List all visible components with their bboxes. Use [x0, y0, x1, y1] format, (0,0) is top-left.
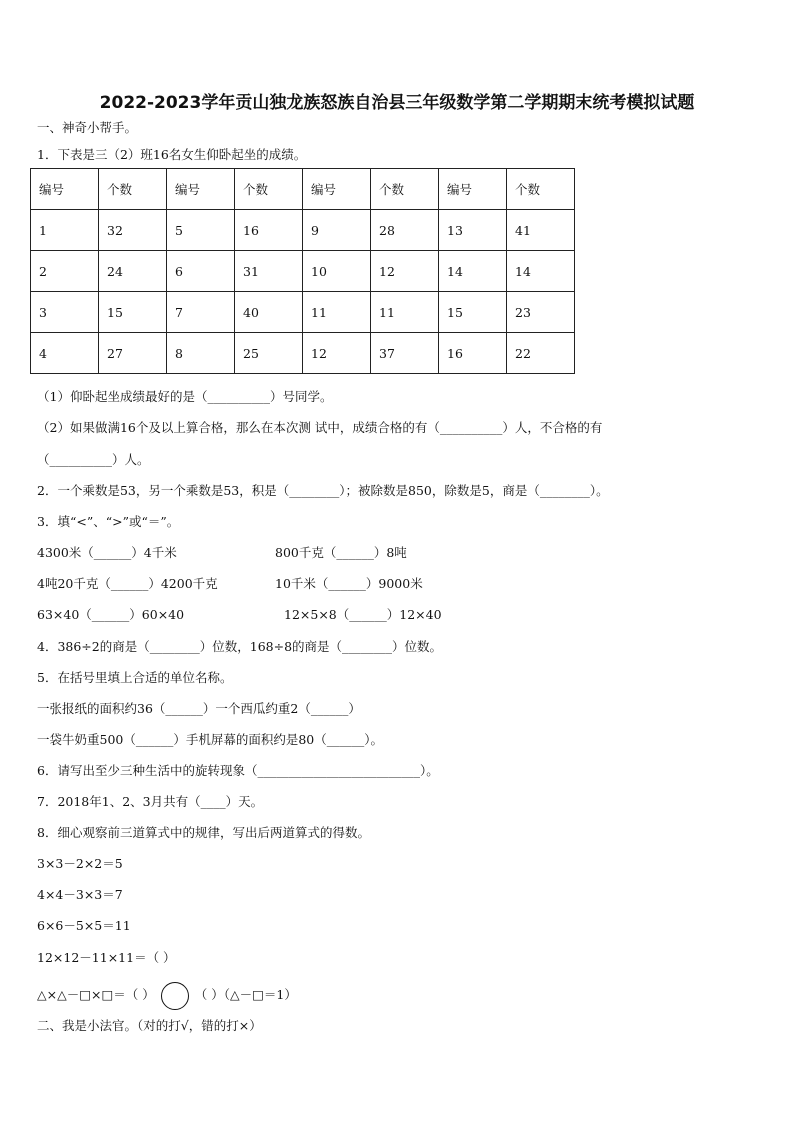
table-cell: 32 — [99, 210, 167, 251]
equation: 3×3－2×2＝5 — [37, 856, 123, 871]
table-row — [31, 292, 575, 333]
table-cell: 11 — [371, 292, 439, 333]
answer-circle — [161, 982, 189, 1010]
table-cell: 40 — [235, 292, 303, 333]
table-cell: 5 — [167, 210, 235, 251]
unit-item: 一袋牛奶重500（______）手机屏幕的面积约是80（______）。 — [37, 732, 384, 747]
score-table — [30, 168, 575, 374]
table-header: 编号 — [439, 169, 507, 210]
compare-item: 10千米（______）9000米 — [275, 576, 423, 591]
compare-item: 4吨20千克（______）4200千克 — [37, 576, 218, 591]
table-row — [31, 251, 575, 292]
table-header: 编号 — [167, 169, 235, 210]
table-cell: 27 — [99, 333, 167, 374]
section-heading: 一、神奇小帮手。 — [37, 120, 138, 135]
table-header: 编号 — [31, 169, 99, 210]
equation-pattern — [37, 980, 297, 1010]
question-7: 7．2018年1、2、3月共有（____）天。 — [37, 794, 264, 809]
equation: 6×6－5×5＝11 — [37, 918, 131, 933]
table-cell: 11 — [303, 292, 371, 333]
table-cell: 41 — [507, 210, 575, 251]
question-2: 2．一个乘数是53，另一个乘数是53，积是（________）；被除数是850，除数是5，商是（________）。 — [37, 483, 609, 498]
table-cell: 14 — [507, 251, 575, 292]
table-cell: 15 — [99, 292, 167, 333]
equation-left: △×△－□×□＝（ ） — [37, 987, 155, 1002]
table-cell: 15 — [439, 292, 507, 333]
table-cell: 25 — [235, 333, 303, 374]
compare-item: 12×5×8（______）12×40 — [284, 607, 442, 622]
equation-right: （ ）（△－□＝1） — [194, 987, 297, 1002]
question-1-part-1: （1）仰卧起坐成绩最好的是（__________）号同学。 — [37, 389, 333, 404]
table-cell: 12 — [371, 251, 439, 292]
table-header: 个数 — [99, 169, 167, 210]
table-cell: 31 — [235, 251, 303, 292]
table-row — [31, 210, 575, 251]
question-4: 4．386÷2的商是（________）位数，168÷8的商是（________）位数。 — [37, 639, 443, 654]
table-cell: 3 — [31, 292, 99, 333]
unit-item: 一张报纸的面积约36（______）一个西瓜约重2（______） — [37, 701, 361, 716]
table-header: 个数 — [371, 169, 439, 210]
table-header: 个数 — [235, 169, 303, 210]
table-cell: 16 — [439, 333, 507, 374]
table-cell: 12 — [303, 333, 371, 374]
table-cell: 2 — [31, 251, 99, 292]
equation: 12×12－11×11＝（ ） — [37, 950, 176, 965]
table-cell: 37 — [371, 333, 439, 374]
table-cell: 28 — [371, 210, 439, 251]
table-cell: 7 — [167, 292, 235, 333]
question-1: 1．下表是三（2）班16名女生仰卧起坐的成绩。 — [37, 147, 307, 162]
compare-item: 800千克（______）8吨 — [275, 545, 407, 560]
table-cell: 9 — [303, 210, 371, 251]
table-cell: 23 — [507, 292, 575, 333]
table-cell: 6 — [167, 251, 235, 292]
question-3: 3．填“<”、“>”或“＝”。 — [37, 514, 180, 529]
table-cell: 14 — [439, 251, 507, 292]
table-header-row — [31, 169, 575, 210]
question-5: 5．在括号里填上合适的单位名称。 — [37, 670, 233, 685]
table-header: 个数 — [507, 169, 575, 210]
question-1-part-2: （2）如果做满16个及以上算合格，那么在本次测 试中，成绩合格的有（__________）人，不合格的有 — [37, 420, 603, 435]
table-cell: 22 — [507, 333, 575, 374]
table-cell: 10 — [303, 251, 371, 292]
table-cell: 24 — [99, 251, 167, 292]
table-cell: 16 — [235, 210, 303, 251]
question-8: 8．细心观察前三道算式中的规律，写出后两道算式的得数。 — [37, 825, 370, 840]
section-heading: 二、我是小法官。（对的打√，错的打×） — [37, 1018, 262, 1033]
question-1-part-2-continued: （__________）人。 — [37, 452, 150, 467]
table-row — [31, 333, 575, 374]
table-cell: 1 — [31, 210, 99, 251]
question-6: 6．请写出至少三种生活中的旋转现象（__________________________）。 — [37, 763, 439, 778]
page-title: 2022-2023学年贡山独龙族怒族自治县三年级数学第二学期期末统考模拟试题 — [99, 93, 695, 113]
table-cell: 4 — [31, 333, 99, 374]
compare-item: 63×40（______）60×40 — [37, 607, 185, 622]
compare-item: 4300米（______）4千米 — [37, 545, 177, 560]
table-cell: 13 — [439, 210, 507, 251]
table-cell: 8 — [167, 333, 235, 374]
table-header: 编号 — [303, 169, 371, 210]
equation: 4×4－3×3＝7 — [37, 887, 123, 902]
